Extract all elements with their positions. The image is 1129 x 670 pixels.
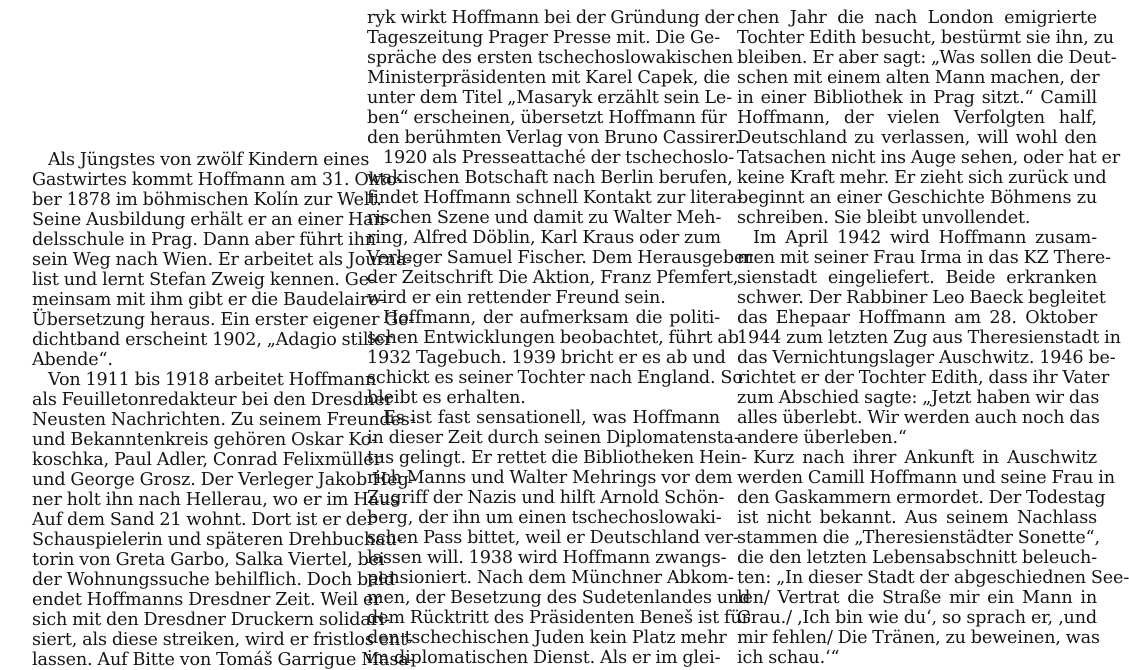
article-text-line: das Ehepaar Hoffmann am 28. Oktober	[737, 308, 1097, 328]
article-text-line: delsschule in Prag. Dann aber führt ihn	[32, 230, 376, 250]
article-text-line: werden Camill Hoffmann und seine Frau in	[737, 468, 1115, 488]
article-text-line: Abende“.	[32, 350, 113, 370]
article-text-line: den tschechischen Juden kein Platz mehr	[367, 628, 727, 648]
article-text-line: sienstadt eingeliefert. Beide erkranken	[737, 268, 1097, 288]
article-text-line: Es ist fast sensationell, was Hoffmann	[383, 408, 720, 428]
article-text-line: Deutschland zu verlassen, will wohl den	[737, 128, 1097, 148]
article-text-line: ryk wirkt Hoffmann bei der Gründung der	[367, 8, 735, 28]
article-text-line: schen Entwicklungen beobachtet, führt ab	[367, 328, 739, 348]
article-text-line: lassen will. 1938 wird Hoffmann zwangs-	[367, 548, 727, 568]
article-text-line: in dieser Zeit durch seinen Diplomatensta-	[367, 428, 740, 448]
article-text-line: rischen Szene und damit zu Walter Meh-	[367, 208, 722, 228]
article-text-line: endet Hoffmanns Dresdner Zeit. Weil er	[32, 590, 382, 610]
article-text-line: list und lernt Stefan Zweig kennen. Ge-	[32, 270, 375, 290]
article-text-line: chen Jahr die nach London emigrierte	[737, 8, 1097, 28]
article-text-line: men, der Besetzung des Sudetenlandes und	[367, 588, 751, 608]
article-text-line: richtet er der Tochter Edith, dass ihr Vater	[737, 368, 1110, 388]
article-text-line: koschka, Paul Adler, Conrad Felixmüller	[32, 450, 382, 470]
article-text-line: schwer. Der Rabbiner Leo Baeck begleitet	[737, 288, 1106, 308]
article-text-line: der Zeitschrift Die Aktion, Franz Pfemfert,	[367, 268, 739, 288]
article-text-line: Schauspielerin und späteren Drehbuchau-	[32, 530, 403, 550]
article-text-line: schickt es seiner Tochter nach England. So	[367, 368, 743, 388]
article-text-line: 1944 zum letzten Zug aus Theresienstadt in	[737, 328, 1121, 348]
article-text-line: den Gaskammern ermordet. Der Todestag	[737, 488, 1106, 508]
article-text-line: Im April 1942 wird Hoffmann zusam-	[753, 228, 1097, 248]
article-text-line: siert, als diese streiken, wird er fristlos ent-	[32, 630, 413, 650]
article-text-line: sein Weg nach Wien. Er arbeitet als Journa-	[32, 250, 412, 270]
article-text-line: Übersetzung heraus. Ein erster eigener Ge-	[32, 310, 415, 330]
article-text-line: im diplomatischen Dienst. Als er im glei-	[367, 648, 721, 668]
article-text-line: stammen die „Theresienstädter Sonette“,	[737, 528, 1100, 548]
article-text-line: der Wohnungssuche behilflich. Doch bald	[32, 570, 395, 590]
article-text-line: schen Pass bittet, weil er Deutschland ver-	[367, 528, 739, 548]
article-text-line: tus gelingt. Er rettet die Bibliotheken Hein-	[367, 448, 747, 468]
article-text-line: Tageszeitung Prager Presse mit. Die Ge-	[367, 28, 720, 48]
article-text-line: Grau./ ‚Ich bin wie du‘, so sprach er, ‚und	[737, 608, 1097, 628]
article-text-line: Als Jüngstes von zwölf Kindern eines	[48, 150, 370, 170]
article-column-1	[32, 0, 416, 670]
article-text-line: unter dem Titel „Masaryk erzählt sein Le-	[367, 88, 732, 108]
article-text-line: berg, der ihn um einen tschechoslowaki-	[367, 508, 722, 528]
article-text-line: ten: „In dieser Stadt der abgeschiednen See-	[737, 568, 1129, 588]
article-text-line: das Vernichtungslager Auschwitz. 1946 be-	[737, 348, 1116, 368]
article-text-line: wird er ein rettender Freund sein.	[367, 288, 666, 308]
article-text-line: Ministerpräsidenten mit Karel Capek, die	[367, 68, 731, 88]
article-text-line: und George Grosz. Der Verleger Jakob Heg-	[32, 470, 415, 490]
article-text-line: als Feuilletonredakteur bei den Dresdner	[32, 390, 393, 410]
article-text-line: Kurz nach ihrer Ankunft in Auschwitz	[753, 448, 1097, 468]
article-text-line: men mit seiner Frau Irma in das KZ There-	[737, 248, 1111, 268]
article-text-line: ner holt ihn nach Hellerau, wo er im Haus	[32, 490, 399, 510]
article-text-line: alles überlebt. Wir werden auch noch das	[737, 408, 1100, 428]
article-text-line: beginnt an einer Geschichte Böhmens zu	[737, 188, 1097, 208]
article-text-line: schreiben. Sie bleibt unvollendet.	[737, 208, 1031, 228]
article-text-line: Tatsachen nicht ins Auge sehen, oder hat er	[737, 148, 1120, 168]
article-text-line: Verleger Samuel Fischer. Dem Herausgeber	[367, 248, 753, 268]
article-text-line: Zugriff der Nazis und hilft Arnold Schön-	[367, 488, 725, 508]
article-text-line: torin von Greta Garbo, Salka Viertel, bei	[32, 550, 385, 570]
article-text-line: sich mit den Dresdner Druckern solidari-	[32, 610, 391, 630]
article-text-line: in einer Bibliothek in Prag sitzt.“ Camill	[737, 88, 1097, 108]
article-text-line: ben“ erscheinen, übersetzt Hoffmann für	[367, 108, 727, 128]
article-text-line: rich Manns und Walter Mehrings vor dem	[367, 468, 733, 488]
article-text-line: und Bekanntenkreis gehören Oskar Ko-	[32, 430, 377, 450]
article-text-line: len/ Vertrat die Straße mir ein Mann in	[737, 588, 1097, 608]
article-text-line: 1932 Tagebuch. 1939 bricht er es ab und	[367, 348, 726, 368]
article-text-line: ber 1878 im böhmischen Kolín zur Welt.	[32, 190, 382, 210]
article-text-line: 1920 als Presseattaché der tschechoslo-	[383, 148, 735, 168]
article-text-line: ring, Alfred Döblin, Karl Kraus oder zum	[367, 228, 721, 248]
article-text-line: bleiben. Er aber sagt: „Was sollen die Deut-	[737, 48, 1117, 68]
article-text-line: keine Kraft mehr. Er zieht sich zurück und	[737, 168, 1107, 188]
article-text-line: Gastwirtes kommt Hoffmann am 31. Okto-	[32, 170, 403, 190]
article-text-line: den berühmten Verlag von Bruno Cassirer.	[367, 128, 740, 148]
article-column-2	[367, 0, 753, 668]
article-text-line: andere überleben.“	[737, 428, 907, 448]
article-text-line: Hoffmann, der vielen Verfolgten half,	[737, 108, 1097, 128]
article-text-line: spräche des ersten tschechoslowakischen	[367, 48, 734, 68]
article-text-line: dem Rücktritt des Präsidenten Beneš ist für	[367, 608, 750, 628]
article-text-line: Hoffmann, der aufmerksam die politi-	[383, 308, 720, 328]
article-text-line: ist nicht bekannt. Aus seinem Nachlass	[737, 508, 1097, 528]
article-text-line: Auf dem Sand 21 wohnt. Dort ist er der	[32, 510, 376, 530]
article-text-line: Neusten Nachrichten. Zu seinem Freundes-	[32, 410, 416, 430]
article-text-line: Tochter Edith besucht, bestürmt sie ihn, zu	[737, 28, 1114, 48]
article-text-line: lassen. Auf Bitte von Tomáš Garrigue Masa-	[32, 650, 415, 670]
article-text-line: findet Hoffmann schnell Kontakt zur litera-	[367, 188, 743, 208]
article-text-line: zum Abschied sagte: „Jetzt haben wir das	[737, 388, 1100, 408]
article-text-line: die den letzten Lebensabschnitt beleuch-	[737, 548, 1097, 568]
article-text-line: ich schau.‘“	[737, 648, 840, 668]
article-text-line: meinsam mit ihm gibt er die Baudelaire-	[32, 290, 385, 310]
article-text-line: schen mit einem alten Mann machen, der	[737, 68, 1100, 88]
article-text-line: wakischen Botschaft nach Berlin berufen,	[367, 168, 733, 188]
article-text-line: Seine Ausbildung erhält er an einer Han-	[32, 210, 391, 230]
article-text-line: bleibt es erhalten.	[367, 388, 526, 408]
article-text-line: mir fehlen/ Die Tränen, zu beweinen, was	[737, 628, 1100, 648]
article-text-line: Von 1911 bis 1918 arbeitet Hoffmann	[48, 370, 377, 390]
article-text-line: dichtband erscheint 1902, „Adagio stiller	[32, 330, 393, 350]
article-text-line: pensioniert. Nach dem Münchner Abkom-	[367, 568, 734, 588]
article-column-3	[737, 0, 1129, 668]
